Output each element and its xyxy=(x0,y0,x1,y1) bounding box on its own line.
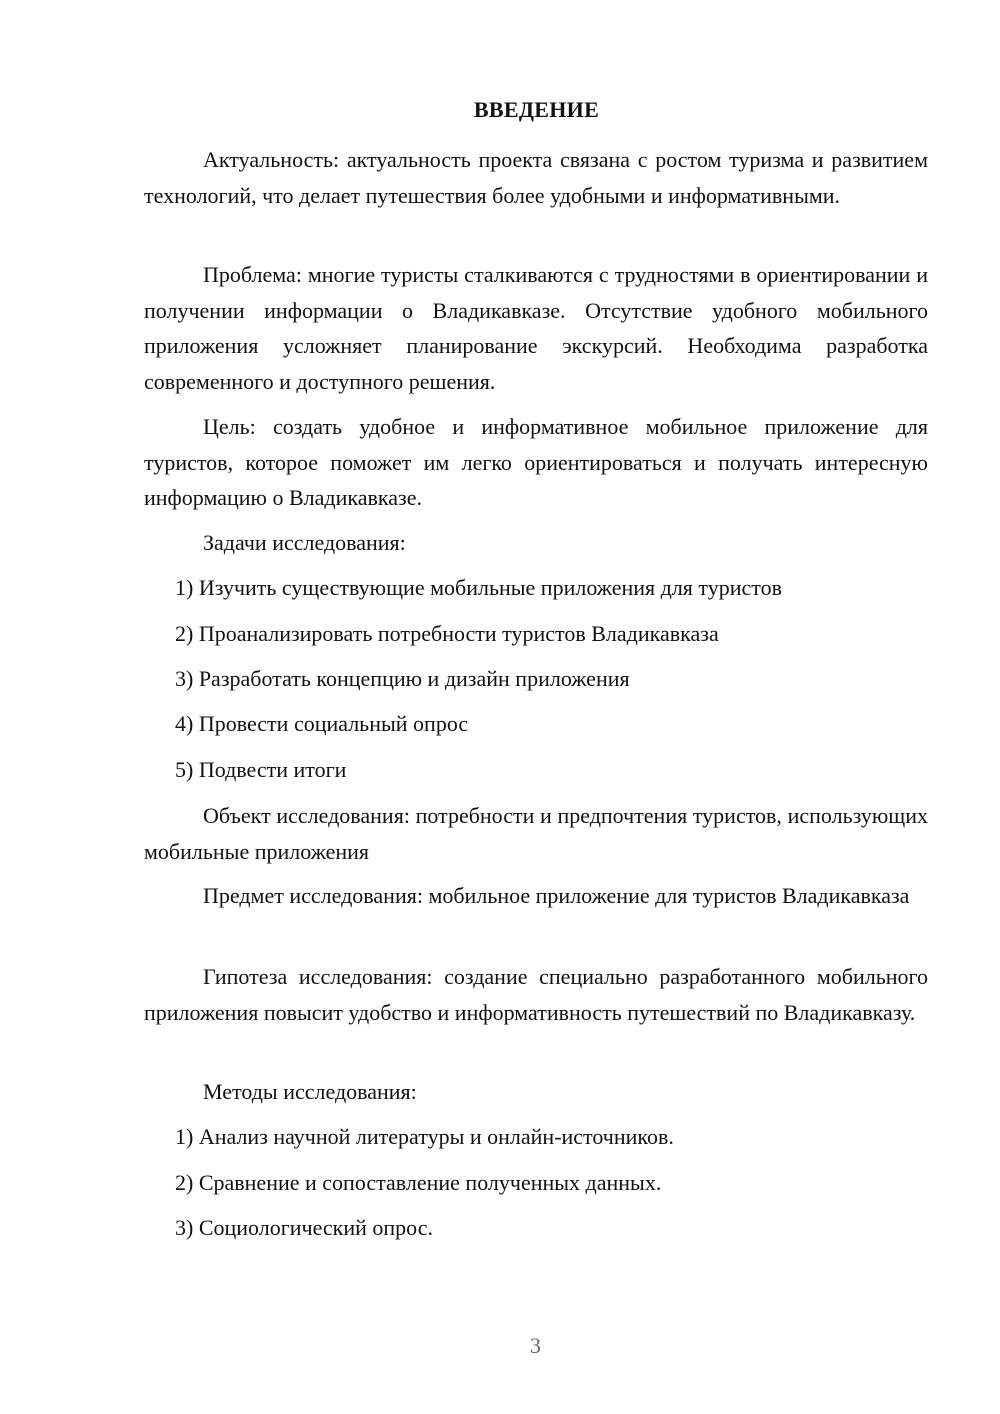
method-item: 3) Социологический опрос. xyxy=(175,1215,433,1240)
task-item: 4) Провести социальный опрос xyxy=(175,711,469,736)
task-item: 3) Разработать концепцию и дизайн приложения xyxy=(175,666,630,691)
task-item: 2) Проанализировать потребности туристов Владикавказа xyxy=(175,621,719,646)
methods-heading: Методы исследования: xyxy=(203,1079,417,1104)
subject-paragraph: Предмет исследования: мобильное приложение для туристов Владикавказа xyxy=(203,883,910,908)
task-item: 1) Изучить существующие мобильные приложения для туристов xyxy=(175,575,782,600)
section-title: ВВЕДЕНИЕ xyxy=(473,97,600,122)
hypothesis-paragraph: Гипотеза исследования: создание специально разработанного мобильного приложения повысит удобство и информативность путешествий по Владикавказу. xyxy=(144,964,928,1025)
method-item: 1) Анализ научной литературы и онлайн-источников. xyxy=(175,1124,674,1149)
relevance-paragraph: Актуальность: актуальность проекта связана с ростом туризма и развитием технологий, что делает путешествия более удобными и информативными. xyxy=(144,147,928,208)
tasks-heading: Задачи исследования: xyxy=(203,530,406,555)
problem-paragraph: Проблема: многие туристы сталкиваются с трудностями в ориентировании и получении информации о Владикавказе. Отсутствие удобного мобильного приложения усложняет планирование экскурсий. Необходима разработка современного и доступного решения. xyxy=(144,262,928,394)
object-paragraph: Объект исследования: потребности и предпочтения туристов, использующих мобильные приложения xyxy=(144,803,928,864)
page-number: 3 xyxy=(530,1333,541,1358)
method-item: 2) Сравнение и сопоставление полученных данных. xyxy=(175,1170,662,1195)
goal-paragraph: Цель: создать удобное и информативное мобильное приложение для туристов, которое поможет им легко ориентироваться и получать интересную информацию о Владикавказе. xyxy=(144,414,928,510)
task-item: 5) Подвести итоги xyxy=(175,757,347,782)
